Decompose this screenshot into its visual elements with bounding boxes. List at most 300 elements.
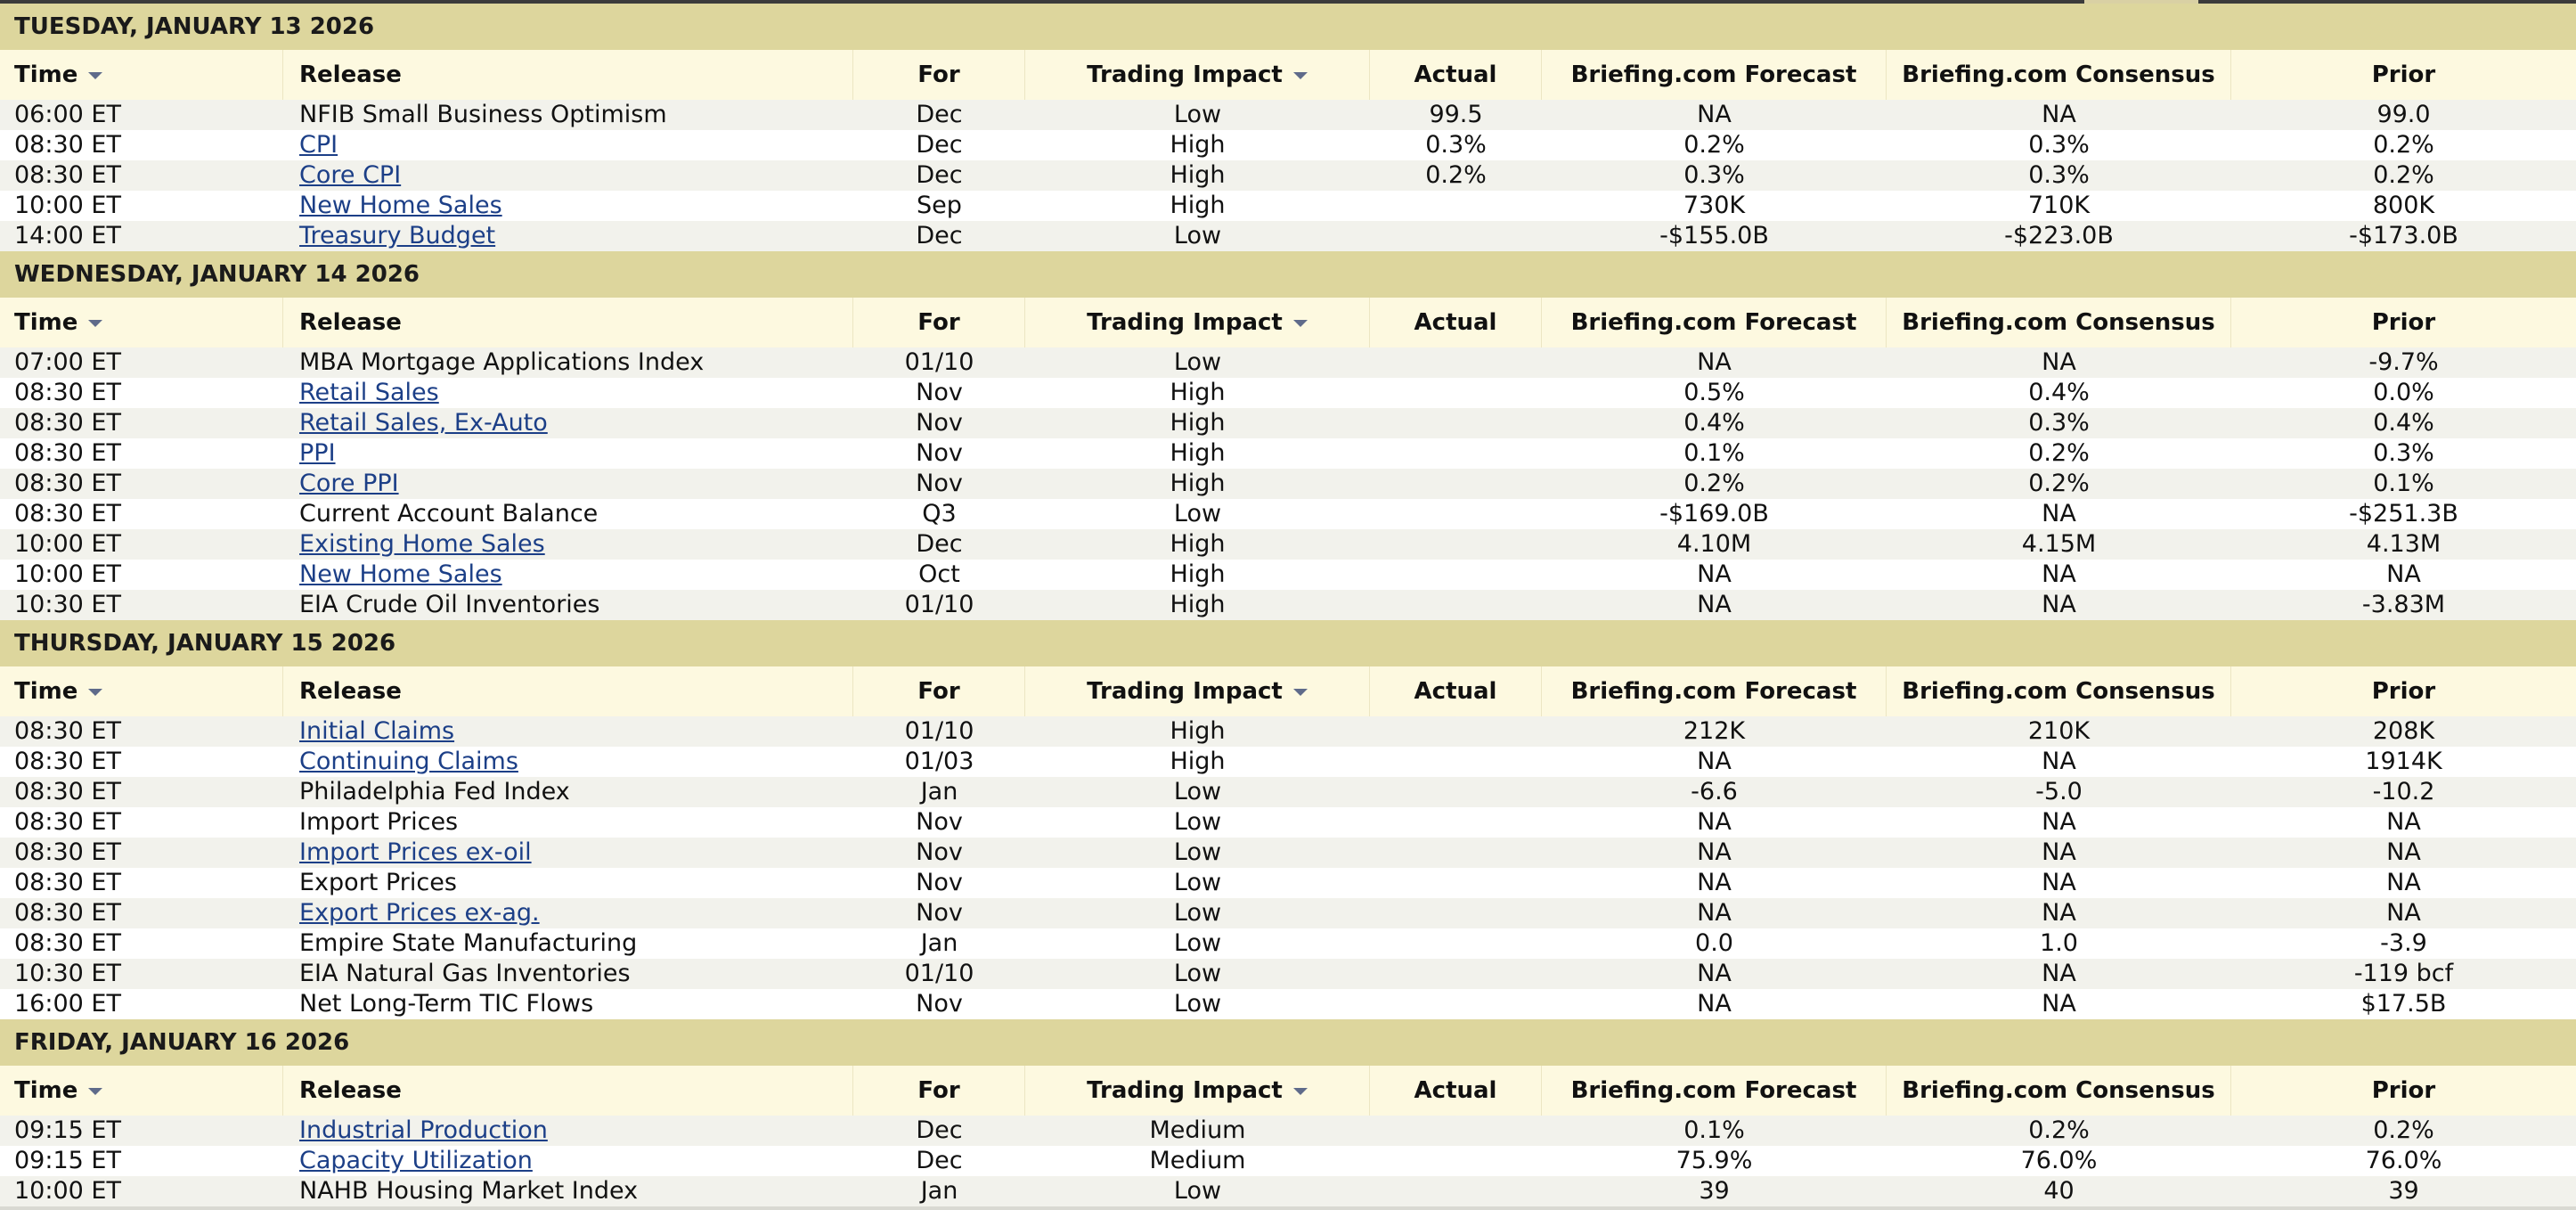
cell-forecast: 212K [1683,717,1746,745]
table-row [0,838,2576,868]
cell-release [283,838,853,868]
column-header-label: Actual [1414,61,1497,88]
cell-prior: 39 [2388,1177,2419,1205]
cell-actual [1370,777,1542,807]
cell-release [283,1176,853,1206]
release-link[interactable]: Existing Home Sales [299,530,545,558]
cell-trading-impact: Low [1173,838,1222,866]
sort-down-arrow-icon[interactable] [1293,689,1308,696]
release-name: Import Prices [299,808,459,836]
column-header-label: For [917,1077,960,1104]
cell-consensus: NA [2042,348,2076,376]
cell-for: 01/03 [904,748,974,775]
cell-actual [1370,560,1542,590]
table-row [0,1146,2576,1176]
cell-consensus: NA [2042,990,2076,1018]
column-header-label: Briefing.com Consensus [1902,678,2215,705]
cell-prior: 0.2% [2373,161,2434,189]
cell-time: 08:30 ET [14,808,121,836]
cell-forecast: 0.3% [1683,161,1745,189]
column-header-label: Briefing.com Consensus [1902,309,2215,336]
column-header-row [0,666,2576,716]
cell-prior: 1914K [2365,748,2442,775]
column-header-time[interactable] [0,50,283,100]
cell-time: 08:30 ET [14,899,121,927]
column-header-label: For [917,678,960,705]
column-header-trading-impact[interactable] [1025,298,1370,347]
cell-release [283,868,853,898]
cell-consensus: 40 [2043,1177,2075,1205]
release-name: Net Long-Term TIC Flows [299,990,594,1018]
release-name: NAHB Housing Market Index [299,1177,639,1205]
cell-actual [1370,1146,1542,1176]
cell-actual [1370,590,1542,620]
cell-actual [1370,469,1542,499]
cell-actual [1370,716,1542,747]
release-link[interactable]: Industrial Production [299,1116,548,1144]
table-row [0,378,2576,408]
cell-for: Jan [920,929,958,957]
cell-forecast: NA [1697,101,1732,128]
cell-forecast: -$169.0B [1659,500,1769,527]
column-header-label: Actual [1414,309,1497,336]
column-header-forecast [1542,666,1887,716]
column-header-label: Release [299,61,402,88]
table-row [0,347,2576,378]
cell-actual [1370,928,1542,959]
cell-release [283,989,853,1019]
cell-consensus: 0.2% [2028,470,2090,497]
release-link[interactable]: Continuing Claims [299,748,518,775]
column-header-label: Time [14,1077,78,1104]
cell-for: Dec [916,530,963,558]
cell-release [283,378,853,408]
cell-prior: 0.2% [2373,131,2434,159]
cell-release [283,777,853,807]
cell-prior: 0.2% [2373,1116,2434,1144]
column-header-label: Prior [2371,678,2436,705]
cell-prior: -9.7% [2368,348,2439,376]
release-link[interactable]: New Home Sales [299,560,502,588]
column-header-actual [1370,1066,1542,1116]
release-link[interactable]: Initial Claims [299,717,455,745]
table-row [0,747,2576,777]
cell-for: Q3 [922,500,957,527]
cell-trading-impact: Medium [1149,1116,1246,1144]
cell-release [283,499,853,529]
cell-release [283,191,853,221]
cell-consensus: NA [2042,560,2076,588]
column-header-label: Briefing.com Consensus [1902,1077,2215,1104]
cell-trading-impact: Medium [1149,1147,1246,1174]
column-header-label: Release [299,309,402,336]
cell-actual [1370,838,1542,868]
cell-release [283,716,853,747]
cell-forecast: NA [1697,960,1732,987]
cell-trading-impact: Low [1173,960,1222,987]
cell-for: Dec [916,161,963,189]
cell-forecast: -$155.0B [1659,222,1769,249]
cell-release [283,408,853,438]
cell-prior: 208K [2372,717,2435,745]
cell-actual [1370,529,1542,560]
cell-actual [1370,1176,1542,1206]
cell-actual [1370,898,1542,928]
cell-release [283,347,853,378]
cell-forecast: 730K [1683,192,1746,219]
cell-trading-impact: Low [1173,500,1222,527]
release-name: Current Account Balance [299,500,599,527]
column-header-label: Trading Impact [1087,61,1283,88]
release-link[interactable]: Import Prices ex-oil [299,838,532,866]
cell-for: Nov [916,409,963,437]
cell-consensus: 0.3% [2028,161,2090,189]
column-header-trading-impact[interactable] [1025,666,1370,716]
column-header-label: Release [299,1077,402,1104]
cell-time: 09:15 ET [14,1147,121,1174]
cell-trading-impact: Low [1173,869,1222,896]
cell-time: 08:30 ET [14,500,121,527]
column-header-prior [2231,1066,2576,1116]
cell-consensus: 1.0 [2040,929,2078,957]
release-link[interactable]: New Home Sales [299,192,502,219]
cell-forecast: NA [1697,808,1732,836]
cell-forecast: NA [1697,838,1732,866]
column-header-row [0,298,2576,347]
cell-for: 01/10 [904,717,974,745]
column-header-forecast [1542,298,1887,347]
cell-prior: 0.3% [2373,439,2434,467]
column-header-label: Prior [2371,61,2436,88]
column-header-label: Trading Impact [1087,309,1283,336]
column-header-label: Briefing.com Consensus [1902,61,2215,88]
column-header-label: Actual [1414,678,1497,705]
table-row [0,408,2576,438]
cell-time: 09:15 ET [14,1116,121,1144]
cell-for: Nov [916,379,963,406]
column-header-consensus [1887,50,2231,100]
table-row [0,1176,2576,1206]
cell-trading-impact: High [1170,192,1226,219]
cell-for: Jan [920,1177,958,1205]
cell-for: Nov [916,899,963,927]
cell-consensus: NA [2042,591,2076,618]
column-header-label: Actual [1414,1077,1497,1104]
column-header-prior [2231,666,2576,716]
cell-for: Dec [916,131,963,159]
cell-time: 08:30 ET [14,929,121,957]
cell-prior: NA [2386,899,2421,927]
cell-trading-impact: High [1170,470,1226,497]
cell-actual [1370,438,1542,469]
release-link[interactable]: Retail Sales [299,379,439,406]
table-row [0,898,2576,928]
column-header-actual [1370,298,1542,347]
cell-time: 08:30 ET [14,869,121,896]
cell-consensus: NA [2042,960,2076,987]
cell-consensus: NA [2042,500,2076,527]
cell-consensus: 0.2% [2028,1116,2090,1144]
cell-time: 10:30 ET [14,960,121,987]
sort-down-arrow-icon[interactable] [1293,72,1308,79]
column-header-release [283,298,853,347]
day-header: FRIDAY, JANUARY 16 2026 [0,1019,2576,1066]
column-header-forecast [1542,1066,1887,1116]
cell-prior: NA [2386,560,2421,588]
cell-prior: -119 bcf [2353,960,2454,987]
day-section [0,4,2576,251]
cell-prior: 0.4% [2373,409,2434,437]
release-link[interactable]: Retail Sales, Ex-Auto [299,409,548,437]
column-header-prior [2231,50,2576,100]
cell-time: 10:00 ET [14,1177,121,1205]
cell-prior: NA [2386,808,2421,836]
cell-prior: $17.5B [2360,990,2447,1018]
release-name: Philadelphia Fed Index [299,778,570,805]
day-section [0,251,2576,620]
column-header-label: For [917,61,960,88]
cell-actual: 99.5 [1429,101,1483,128]
cell-for: 01/10 [904,960,974,987]
column-header-actual [1370,50,1542,100]
cell-prior: 0.1% [2373,470,2434,497]
column-header-label: Time [14,678,78,705]
cell-time: 08:30 ET [14,748,121,775]
table-row [0,959,2576,989]
release-name: NFIB Small Business Optimism [299,101,667,128]
release-link[interactable]: CPI [299,131,338,159]
table-row [0,989,2576,1019]
cell-prior: -3.83M [2361,591,2446,618]
table-row [0,716,2576,747]
cell-time: 16:00 ET [14,990,121,1018]
day-section [0,1019,2576,1206]
column-header-actual [1370,666,1542,716]
cell-forecast: 0.4% [1683,409,1745,437]
cell-for: 01/10 [904,591,974,618]
cell-consensus: -5.0 [2035,778,2083,805]
table-row [0,590,2576,620]
economic-calendar [0,4,2576,1210]
sort-down-arrow-icon[interactable] [1293,1088,1308,1095]
table-row [0,191,2576,221]
cell-forecast: 0.1% [1683,439,1745,467]
column-header-label: Time [14,61,78,88]
cell-for: Nov [916,838,963,866]
release-name: Export Prices [299,869,457,896]
cell-consensus: 76.0% [2020,1147,2098,1174]
table-row [0,438,2576,469]
cell-time: 08:30 ET [14,131,121,159]
cell-actual [1370,1116,1542,1146]
cell-prior: 0.0% [2373,379,2434,406]
table-row [0,807,2576,838]
cell-prior: 4.13M [2366,530,2441,558]
cell-forecast: 0.0 [1695,929,1733,957]
cell-for: Dec [916,101,963,128]
column-header-trading-impact[interactable] [1025,1066,1370,1116]
cell-forecast: NA [1697,560,1732,588]
column-header-release [283,1066,853,1116]
cell-actual [1370,989,1542,1019]
cell-actual [1370,221,1542,251]
column-header-label: Trading Impact [1087,1077,1283,1104]
cell-prior: -$251.3B [2349,500,2458,527]
cell-release [283,590,853,620]
cell-time: 08:30 ET [14,470,121,497]
cell-for: 01/10 [904,348,974,376]
cell-trading-impact: High [1170,161,1226,189]
column-header-row [0,1066,2576,1116]
cell-prior: NA [2386,869,2421,896]
cell-for: Nov [916,869,963,896]
cell-forecast: NA [1697,348,1732,376]
column-header-for [853,50,1025,100]
cell-actual [1370,807,1542,838]
cell-release [283,1116,853,1146]
cell-forecast: 0.5% [1683,379,1745,406]
cell-time: 10:00 ET [14,192,121,219]
cell-actual [1370,747,1542,777]
cell-consensus: NA [2042,899,2076,927]
cell-time: 08:30 ET [14,717,121,745]
cell-trading-impact: Low [1173,1177,1222,1205]
cell-release [283,560,853,590]
cell-time: 08:30 ET [14,439,121,467]
cell-for: Nov [916,990,963,1018]
column-header-label: Prior [2371,1077,2436,1104]
column-header-for [853,666,1025,716]
cell-prior: -3.9 [2380,929,2427,957]
cell-trading-impact: Low [1173,990,1222,1018]
sort-down-arrow-icon[interactable] [88,1088,102,1095]
release-link[interactable]: Export Prices ex-ag. [299,899,540,927]
column-header-label: Briefing.com Forecast [1570,1077,1857,1104]
cell-trading-impact: High [1170,717,1226,745]
cell-actual [1370,378,1542,408]
cell-time: 14:00 ET [14,222,121,249]
cell-for: Dec [916,1116,963,1144]
cell-forecast: NA [1697,869,1732,896]
cell-time: 08:30 ET [14,161,121,189]
day-section [0,620,2576,1019]
column-header-time[interactable] [0,298,283,347]
cell-time: 08:30 ET [14,409,121,437]
column-header-label: Briefing.com Forecast [1570,61,1857,88]
cell-forecast: NA [1697,899,1732,927]
cell-forecast: -6.6 [1691,778,1738,805]
release-link[interactable]: Capacity Utilization [299,1147,533,1174]
cell-forecast: 4.10M [1676,530,1752,558]
cell-time: 07:00 ET [14,348,121,376]
sort-down-arrow-icon[interactable] [88,689,102,696]
cell-forecast: 0.1% [1683,1116,1745,1144]
cell-release [283,529,853,560]
release-link[interactable]: Core CPI [299,161,402,189]
column-header-label: For [917,309,960,336]
cell-actual [1370,408,1542,438]
table-row [0,130,2576,160]
cell-release [283,438,853,469]
release-name: Empire State Manufacturing [299,929,638,957]
cell-release [283,469,853,499]
cell-trading-impact: Low [1173,778,1222,805]
cell-trading-impact: High [1170,591,1226,618]
cell-time: 08:30 ET [14,778,121,805]
sort-down-arrow-icon[interactable] [88,320,102,327]
table-row [0,560,2576,590]
cell-consensus: NA [2042,101,2076,128]
release-name: EIA Crude Oil Inventories [299,591,600,618]
table-row [0,868,2576,898]
cell-actual [1370,191,1542,221]
cell-forecast: 0.2% [1683,470,1745,497]
cell-time: 06:00 ET [14,101,121,128]
cell-trading-impact: High [1170,409,1226,437]
cell-consensus: NA [2042,808,2076,836]
cell-actual [1370,347,1542,378]
cell-for: Nov [916,439,963,467]
sort-down-arrow-icon[interactable] [88,72,102,79]
cell-release [283,959,853,989]
cell-actual: 0.2% [1425,161,1487,189]
table-row [0,469,2576,499]
cell-trading-impact: High [1170,439,1226,467]
cell-release [283,807,853,838]
table-row [0,221,2576,251]
release-name: EIA Natural Gas Inventories [299,960,631,987]
cell-consensus: NA [2042,869,2076,896]
day-header: WEDNESDAY, JANUARY 14 2026 [0,251,2576,298]
cell-consensus: 0.2% [2028,439,2090,467]
cell-time: 10:00 ET [14,560,121,588]
cell-release [283,747,853,777]
cell-prior: -10.2 [2372,778,2435,805]
cell-for: Sep [917,192,962,219]
release-link[interactable]: PPI [299,439,336,467]
column-header-consensus [1887,1066,2231,1116]
cell-consensus: 0.4% [2028,379,2090,406]
cell-time: 10:00 ET [14,530,121,558]
cell-prior: 99.0 [2376,101,2431,128]
column-header-label: Release [299,678,402,705]
cell-release [283,160,853,191]
column-header-for [853,298,1025,347]
cell-trading-impact: High [1170,748,1226,775]
cell-for: Dec [916,222,963,249]
table-row [0,529,2576,560]
column-header-trading-impact[interactable] [1025,50,1370,100]
sort-down-arrow-icon[interactable] [1293,320,1308,327]
cell-release [283,130,853,160]
column-header-time[interactable] [0,1066,283,1116]
cell-release [283,1146,853,1176]
cell-time: 10:30 ET [14,591,121,618]
column-header-time[interactable] [0,666,283,716]
column-header-forecast [1542,50,1887,100]
day-header: THURSDAY, JANUARY 15 2026 [0,620,2576,666]
table-row [0,777,2576,807]
cell-release [283,928,853,959]
table-row [0,160,2576,191]
release-link[interactable]: Core PPI [299,470,399,497]
cell-for: Oct [918,560,960,588]
column-header-label: Time [14,309,78,336]
cell-trading-impact: High [1170,131,1226,159]
table-row [0,100,2576,130]
cell-prior: 76.0% [2365,1147,2442,1174]
release-link[interactable]: Treasury Budget [299,222,496,249]
